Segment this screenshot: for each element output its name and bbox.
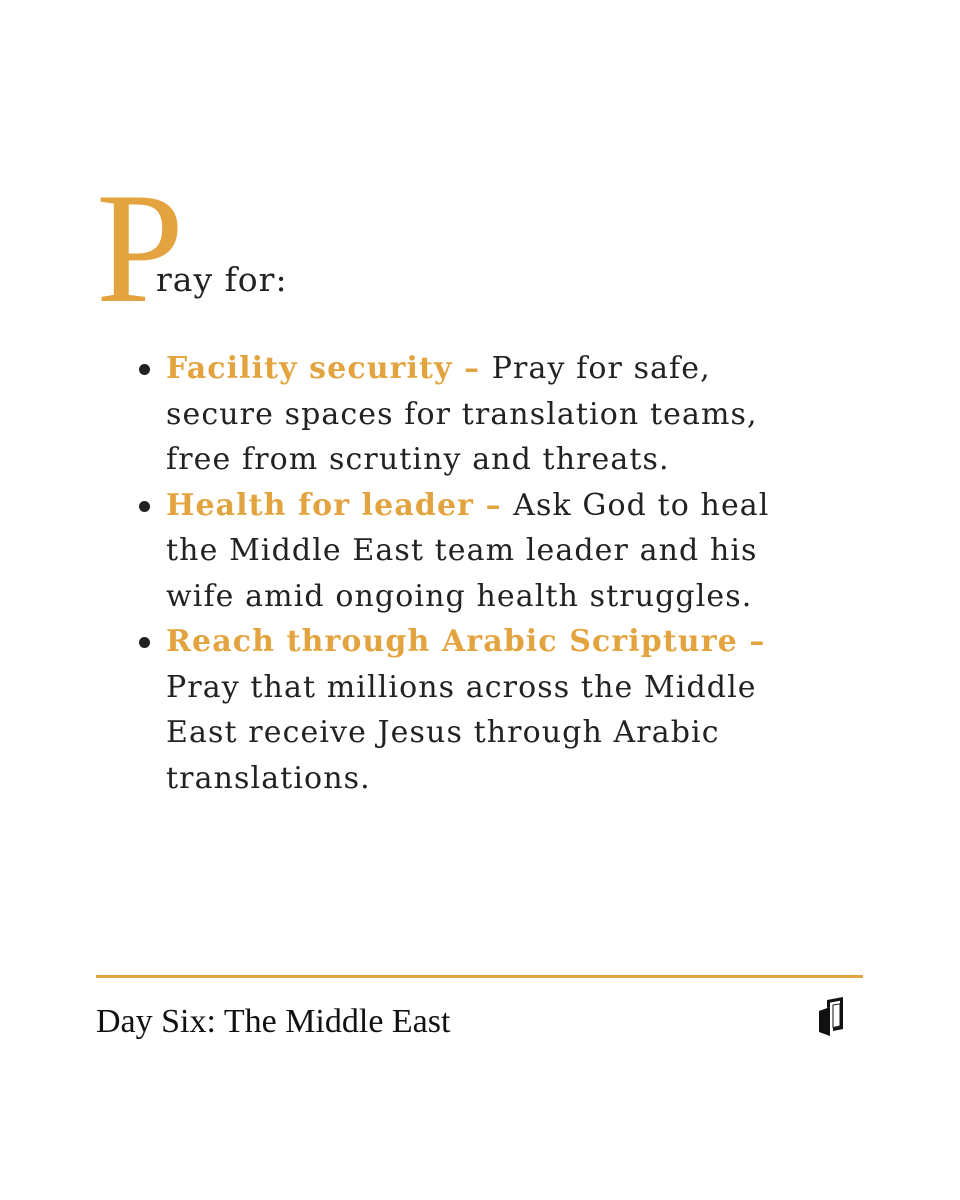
prayer-item-health-for-leader — [166, 483, 826, 620]
heading-text: ray for: — [156, 260, 288, 299]
bullet-icon — [139, 364, 150, 375]
prayer-title: Facility security – — [166, 351, 492, 386]
footer-label: Day Six: The Middle East — [96, 1003, 451, 1040]
prayer-text: Pray for safe, secure spaces for translation teams, free from scrutiny and threats. — [166, 351, 758, 477]
prayer-item-facility-security — [166, 346, 826, 483]
prayer-text: Pray that millions across the Middle East receive Jesus through Arabic translations. — [166, 669, 757, 796]
prayer-title: Health for leader – — [166, 487, 514, 523]
prayer-title: Reach through Arabic Scripture – — [166, 624, 766, 659]
prayer-text: Ask God to heal the Middle East team leader and his wife amid ongoing health struggles. — [166, 487, 770, 614]
bullet-icon — [139, 637, 150, 648]
prayer-list — [166, 346, 826, 801]
open-book-icon — [816, 996, 846, 1038]
drop-cap: P — [96, 161, 184, 336]
bullet-icon — [139, 501, 150, 512]
prayer-item-arabic-scripture — [166, 619, 826, 801]
footer-divider — [96, 975, 863, 978]
